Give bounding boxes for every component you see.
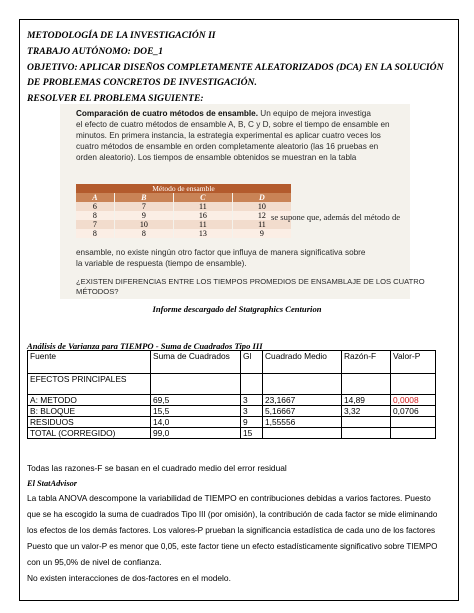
problem-line-2: el efecto de cuatro métodos de ensamble A, B, C y D, sobre el tiempo de ensamble en — [76, 120, 390, 129]
instruction-line: RESOLVER EL PROBLEMA SIGUIENTE: — [27, 93, 204, 104]
table-header-cell: B — [114, 193, 173, 202]
anova-table — [27, 350, 436, 439]
objective-line-1: OBJETIVO: APLICAR DISEÑOS COMPLETAMENTE ALEATORIZADOS (DCA) EN LA SOLUCIÓN — [27, 62, 444, 73]
problem-scan — [60, 104, 425, 299]
table-row — [76, 229, 292, 238]
f-ratio-note: Todas las razones-F se basan en el cuadrado medio del error residual — [27, 463, 287, 473]
anova-row — [28, 428, 436, 439]
anova-header-cell: Razón-F — [342, 351, 391, 374]
table-cell: 16 — [173, 211, 232, 220]
table-header-cell: D — [232, 193, 291, 202]
table-cell: 7 — [114, 202, 173, 211]
table-cell: 8 — [76, 211, 114, 220]
statadvisor-title: El StatAdvisor — [27, 479, 78, 488]
problem-line-5: orden aleatorio). Los tiempos de ensamble obtenidos se muestran en la tabla — [76, 153, 357, 162]
table-cell: 11 — [173, 220, 232, 229]
significant-p-value: 0,0008 — [391, 395, 436, 406]
anova-cell: 3 — [241, 395, 263, 406]
table-cell: 11 — [232, 220, 291, 229]
table-cell: 9 — [232, 229, 291, 238]
anova-cell — [342, 428, 391, 439]
advisor-line-1: La tabla ANOVA descompone la variabilidad de TIEMPO en contribuciones debidas a varios factores. Puesto — [27, 493, 431, 503]
anova-row — [28, 406, 436, 417]
problem-line-7: la variable de respuesta (tiempo de ensamble). — [76, 259, 247, 268]
table-cell: 11 — [173, 202, 232, 211]
table-cell: 10 — [114, 220, 173, 229]
anova-cell — [342, 417, 391, 428]
anova-row — [28, 374, 436, 395]
problem-line-3: minutos. En primera instancia, la estrategia experimental es aplicar cuatro veces los — [76, 131, 381, 140]
table-group-header: Método de ensamble — [76, 184, 292, 193]
anova-cell — [391, 428, 436, 439]
table-cell: 13 — [173, 229, 232, 238]
anova-header-cell: Suma de Cuadrados — [151, 351, 241, 374]
table-cell: 12 — [232, 211, 291, 220]
anova-cell: 15,5 — [151, 406, 241, 417]
question-line-2: MÉTODOS? — [76, 287, 119, 296]
table-side-text: se supone que, además del método de — [271, 212, 401, 222]
table-cell: 9 — [114, 211, 173, 220]
problem-title: Comparación de cuatro métodos de ensamble. — [76, 109, 258, 118]
table-row — [76, 220, 292, 229]
problem-line-6: ensamble, no existe ningún otro factor que influya de manera significativa sobre — [76, 248, 366, 257]
anova-cell: 3 — [241, 406, 263, 417]
table-cell: 6 — [76, 202, 114, 211]
anova-cell: 99,0 — [151, 428, 241, 439]
anova-cell — [263, 374, 342, 395]
anova-cell: 14,0 — [151, 417, 241, 428]
anova-cell: 5,16667 — [263, 406, 342, 417]
anova-row — [28, 417, 436, 428]
anova-cell: 14,89 — [342, 395, 391, 406]
anova-header-cell: Cuadrado Medio — [263, 351, 342, 374]
anova-cell: 15 — [241, 428, 263, 439]
anova-cell: 0,0706 — [391, 406, 436, 417]
course-title: METODOLOGÍA DE LA INVESTIGACIÓN II — [27, 30, 216, 41]
anova-cell — [342, 374, 391, 395]
objective-line-2: DE PROBLEMAS CONCRETOS DE INVESTIGACIÓN. — [27, 77, 257, 88]
anova-cell — [151, 374, 241, 395]
anova-cell — [241, 374, 263, 395]
anova-cell: EFECTOS PRINCIPALES — [28, 374, 151, 395]
table-header-cell: A — [76, 193, 114, 202]
anova-cell: RESIDUOS — [28, 417, 151, 428]
anova-row — [28, 395, 436, 406]
anova-cell: 9 — [241, 417, 263, 428]
anova-cell — [391, 417, 436, 428]
anova-cell: 1,55556 — [263, 417, 342, 428]
advisor-line-2: que se ha escogido la suma de cuadrados Tipo III (por omisión), la contribución de cada factor se mide eliminando — [27, 510, 438, 519]
anova-cell: B: BLOQUE — [28, 406, 151, 417]
advisor-line-5: con un 95,0% de nivel de confianza. — [27, 557, 162, 567]
anova-title: Análisis de Varianza para TIEMPO - Suma de Cuadrados Tipo III — [27, 341, 263, 351]
assignment-title: TRABAJO AUTÓNOMO: DOE_1 — [27, 46, 164, 57]
anova-cell — [263, 428, 342, 439]
problem-line-4: cuatro métodos de ensamble en orden completamente aleatorio (las 16 pruebas en — [76, 142, 379, 151]
anova-header-row — [28, 351, 436, 374]
advisor-line-3: los efectos de los demás factores. Los valores-P prueban la significancia estadística de cada uno de los factores — [27, 526, 436, 535]
anova-cell: TOTAL (CORREGIDO) — [28, 428, 151, 439]
advisor-line-4: Puesto que un valor-P es menor que 0,05, este factor tiene un efecto estadísticamente significativo sobre TIEMPO — [27, 542, 438, 551]
anova-cell: 23,1667 — [263, 395, 342, 406]
table-header-cell: C — [173, 193, 232, 202]
problem-line-1: Comparación de cuatro métodos de ensamble. Un equipo de mejora investiga — [76, 109, 371, 118]
source-note: Informe descargado del Statgraphics Centurion — [152, 304, 322, 314]
question-line-1: ¿EXISTEN DIFERENCIAS ENTRE LOS TIEMPOS PROMEDIOS DE ENSAMBLAJE DE LOS CUATRO — [76, 277, 425, 286]
advisor-line-6: No existen interacciones de dos-factores en el modelo. — [27, 573, 231, 583]
table-cell: 8 — [76, 229, 114, 238]
anova-cell: 69,5 — [151, 395, 241, 406]
assembly-times-table — [76, 184, 292, 238]
table-cell: 10 — [232, 202, 291, 211]
anova-header-cell: Valor-P — [391, 351, 436, 374]
table-cell: 7 — [76, 220, 114, 229]
table-row — [76, 211, 292, 220]
anova-cell: 3,32 — [342, 406, 391, 417]
anova-cell — [391, 374, 436, 395]
table-row — [76, 202, 292, 211]
table-cell: 8 — [114, 229, 173, 238]
anova-cell: A: METODO — [28, 395, 151, 406]
anova-header-cell: Gl — [241, 351, 263, 374]
anova-header-cell: Fuente — [28, 351, 151, 374]
